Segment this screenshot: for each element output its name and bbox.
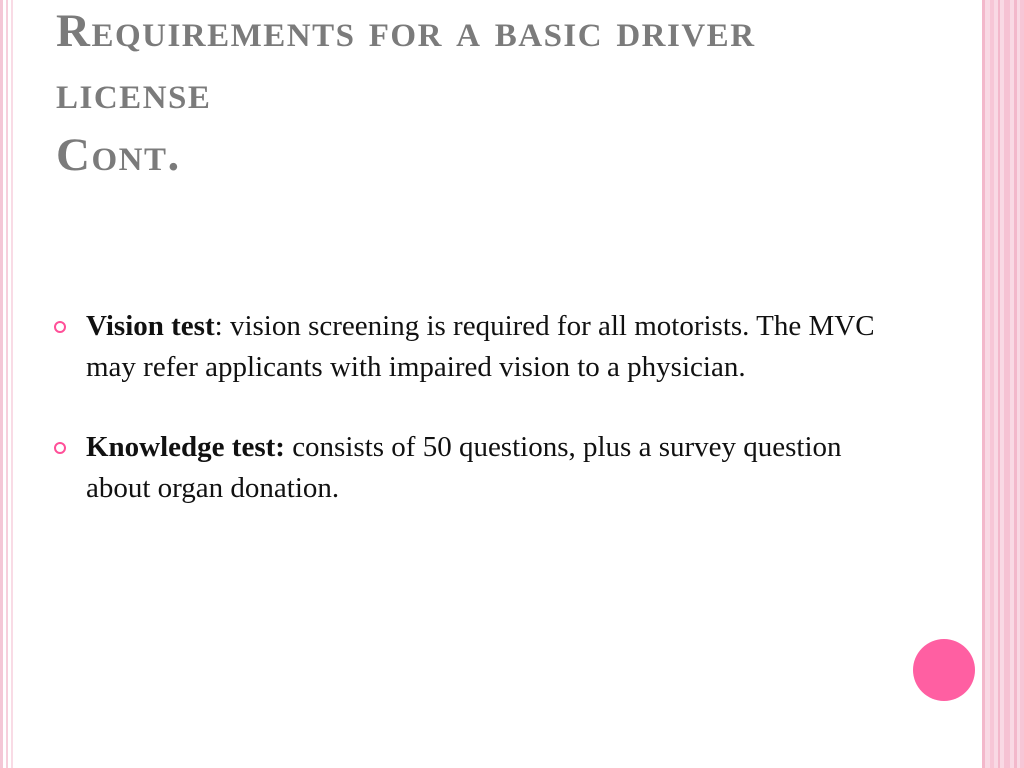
- right-border-stripe: [1004, 0, 1010, 768]
- right-border-band: [982, 0, 1024, 768]
- right-border-stripe: [1014, 0, 1017, 768]
- left-border-line: [0, 0, 3, 768]
- bullet-list: [50, 306, 890, 548]
- right-border-stripe: [990, 0, 994, 768]
- title-line: Cont.: [56, 129, 181, 181]
- ring-bullet-icon: [54, 442, 66, 454]
- ring-bullet-icon: [54, 321, 66, 333]
- bullet-item-knowledge-test: [50, 427, 890, 509]
- right-border-stripe: [982, 0, 985, 768]
- left-border-line: [6, 0, 8, 768]
- bullet-separator: :: [214, 310, 230, 342]
- bullet-term: Knowledge test:: [86, 431, 285, 463]
- right-border-stripe: [1020, 0, 1024, 768]
- bullet-term: Vision test: [86, 310, 215, 342]
- left-border-line: [11, 0, 13, 768]
- bullet-text: vision screening is required for all motorists. The MVC may refer applicants with impaired vision to a physician.: [86, 310, 875, 383]
- title-line: license: [56, 67, 212, 119]
- bullet-text: consists of 50 questions, plus a survey question about organ donation.: [86, 431, 842, 504]
- pink-circle-decoration: [913, 639, 975, 701]
- bullet-item-vision-test: [50, 306, 890, 388]
- right-border-stripe: [998, 0, 1000, 768]
- slide-title: [56, 0, 966, 186]
- title-line: Requirements for a basic driver: [56, 5, 756, 57]
